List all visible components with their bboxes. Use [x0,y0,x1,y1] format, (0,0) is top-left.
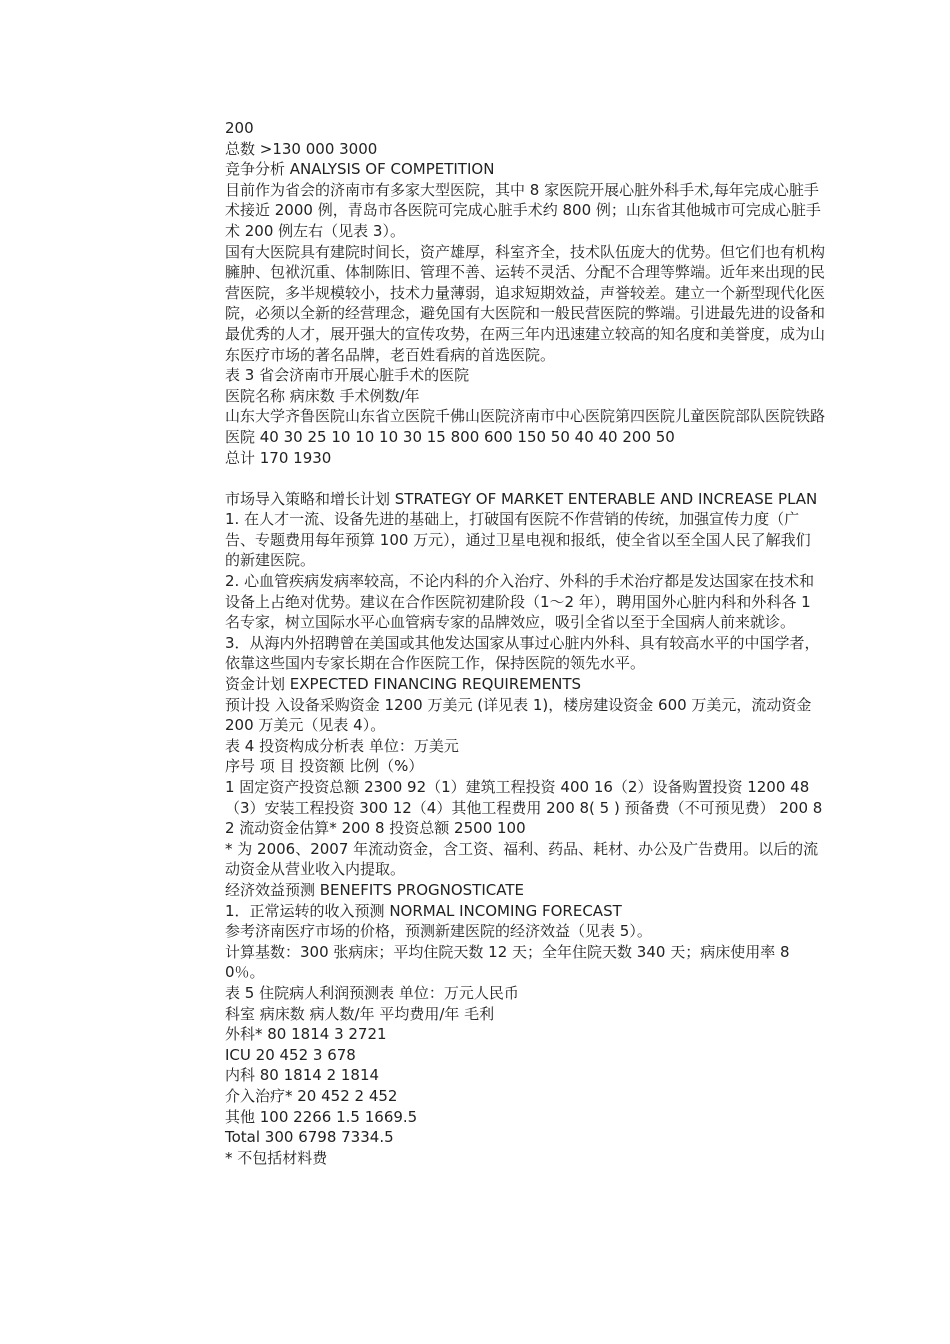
table-5-header: 科室 病床数 病人数/年 平均费用/年 毛利 [225,1004,495,1023]
paragraph-competition-overview: 目前作为省会的济南市有多家大型医院，其中 8 家医院开展心脏外科手术,每年完成心脏手术接近 2000 例，青岛市各医院可完成心脏手术约 800 例；山东省其他城市可完成心脏手术 200 例左右（见表 3）。 [225,180,821,240]
table-4-header: 序号 项 目 投资额 比例（%） [225,757,424,776]
paragraph-financing-plan: 预计投 入设备采购资金 1200 万美元 (详见表 1)，楼房建设资金 600 万美元，流动资金 200 万美元（见表 4）。 [225,695,812,735]
paragraph-competition-analysis: 国有大医院具有建院时间长，资产雄厚，科室齐全，技术队伍庞大的优势。但它们也有机构臃肿、包袱沉重、体制陈旧、管理不善、运转不灵活、分配不合理等弊端。近年来出现的民营医院，多半规模较小，技术力量薄弱，追求短期效益，声誉较差。建立一个新型现代化医院，必须以全新的经营理念，避免国有大医院和一般民营医院的弊端。引进最先进的设备和最优秀的人才，展开强大的宣传攻势，在两三年内迅速建立较高的知名度和美誉度，成为山东医疗市场的著名品牌，老百姓看病的首选医院。 [225,242,826,364]
table-5-caption: 表 5 住院病人利润预测表 单位：万元人民币 [225,983,519,1002]
table-5-row-internal: 内科 80 1814 2 1814 [225,1066,380,1085]
blank-line [225,468,825,489]
table-4-caption: 表 4 投资构成分析表 单位：万美元 [225,736,459,755]
paragraph-strategy-item-1: 1. 在人才一流、设备先进的基础上，打破国有医院不作营销的传统，加强宣传力度（广告、专题费用每年预算 100 万元），通过卫星电视和报纸，使全省以至全国人民了解我们的新建医院。 [225,510,811,570]
paragraph-forecast-reference: 参考济南医疗市场的价格，预测新建医院的经济效益（见表 5）。 [225,922,652,941]
table-3-body: 山东大学齐鲁医院山东省立医院千佛山医院济南市中心医院第四医院儿童医院部队医院铁路医院 40 30 25 10 10 10 30 15 800 600 150 50 40 40 200 50 [225,407,826,446]
table-4-footnote: * 为 2006、2007 年流动资金，含工资、福利、药品、耗材、办公及广告费用。以后的流动资金从营业收入内提取。 [225,839,819,879]
text-line-total-header-value: 200 [225,119,254,137]
section-heading-financing: 资金计划 EXPECTED FINANCING REQUIREMENTS [225,675,582,694]
paragraph-strategy-item-2: 2. 心血管疾病发病率较高，不论内科的介入治疗、外科的手术治疗都是发达国家在技术和设备上占绝对优势。建议在合作医院初建阶段（1～2 年），聘用国外心脏内科和外科各 1 名专家，树立国际水平心血管病专家的品牌效应，吸引全省以至于全国病人前来就诊。 [225,572,815,632]
subheading-income-forecast: 1．正常运转的收入预测 NORMAL INCOMING FORECAST [225,901,622,920]
document-page [225,118,825,1168]
table-5-row-total: Total 300 6798 7334.5 [225,1128,394,1147]
section-heading-competition: 竞争分析 ANALYSIS OF COMPETITION [225,160,495,179]
table-3-header: 医院名称 病床数 手术例数/年 [225,386,420,405]
table-5-footnote: * 不包括材料费 [225,1148,328,1167]
text-line-total-row: 总数 >130 000 3000 [225,139,378,158]
table-3-caption: 表 3 省会济南市开展心脏手术的医院 [225,366,470,385]
table-3-total: 总计 170 1930 [225,448,332,467]
table-5-row-intervention: 介入治疗* 20 452 2 452 [225,1086,398,1105]
paragraph-strategy-item-3: 3．从海内外招聘曾在美国或其他发达国家从事过心脏内外科、具有较高水平的中国学者，依靠这些国内专家长期在合作医院工作，保持医院的领先水平。 [225,633,820,673]
table-5-row-icu: ICU 20 452 3 678 [225,1045,356,1064]
table-5-row-other: 其他 100 2266 1.5 1669.5 [225,1107,418,1126]
paragraph-calculation-basis: 计算基数：300 张病床；平均住院天数 12 天；全年住院天数 340 天；病床使用率 80％。 [225,942,790,982]
section-heading-benefits: 经济效益预测 BENEFITS PROGNOSTICATE [225,880,524,899]
table-4-body: 1 固定资产投资总额 2300 92（1）建筑工程投资 400 16（2）设备购置投资 1200 48（3）安装工程投资 300 12（4）其他工程费用 200 8( 5 ) 预备费（不可预见费） 200 82 流动资金估算* 200 8 投资总额 2500 100 [225,778,823,838]
table-5-row-surgery: 外科* 80 1814 3 2721 [225,1025,387,1044]
section-heading-market-strategy: 市场导入策略和增长计划 STRATEGY OF MARKET ENTERABLE AND INCREASE PLAN [225,489,818,508]
